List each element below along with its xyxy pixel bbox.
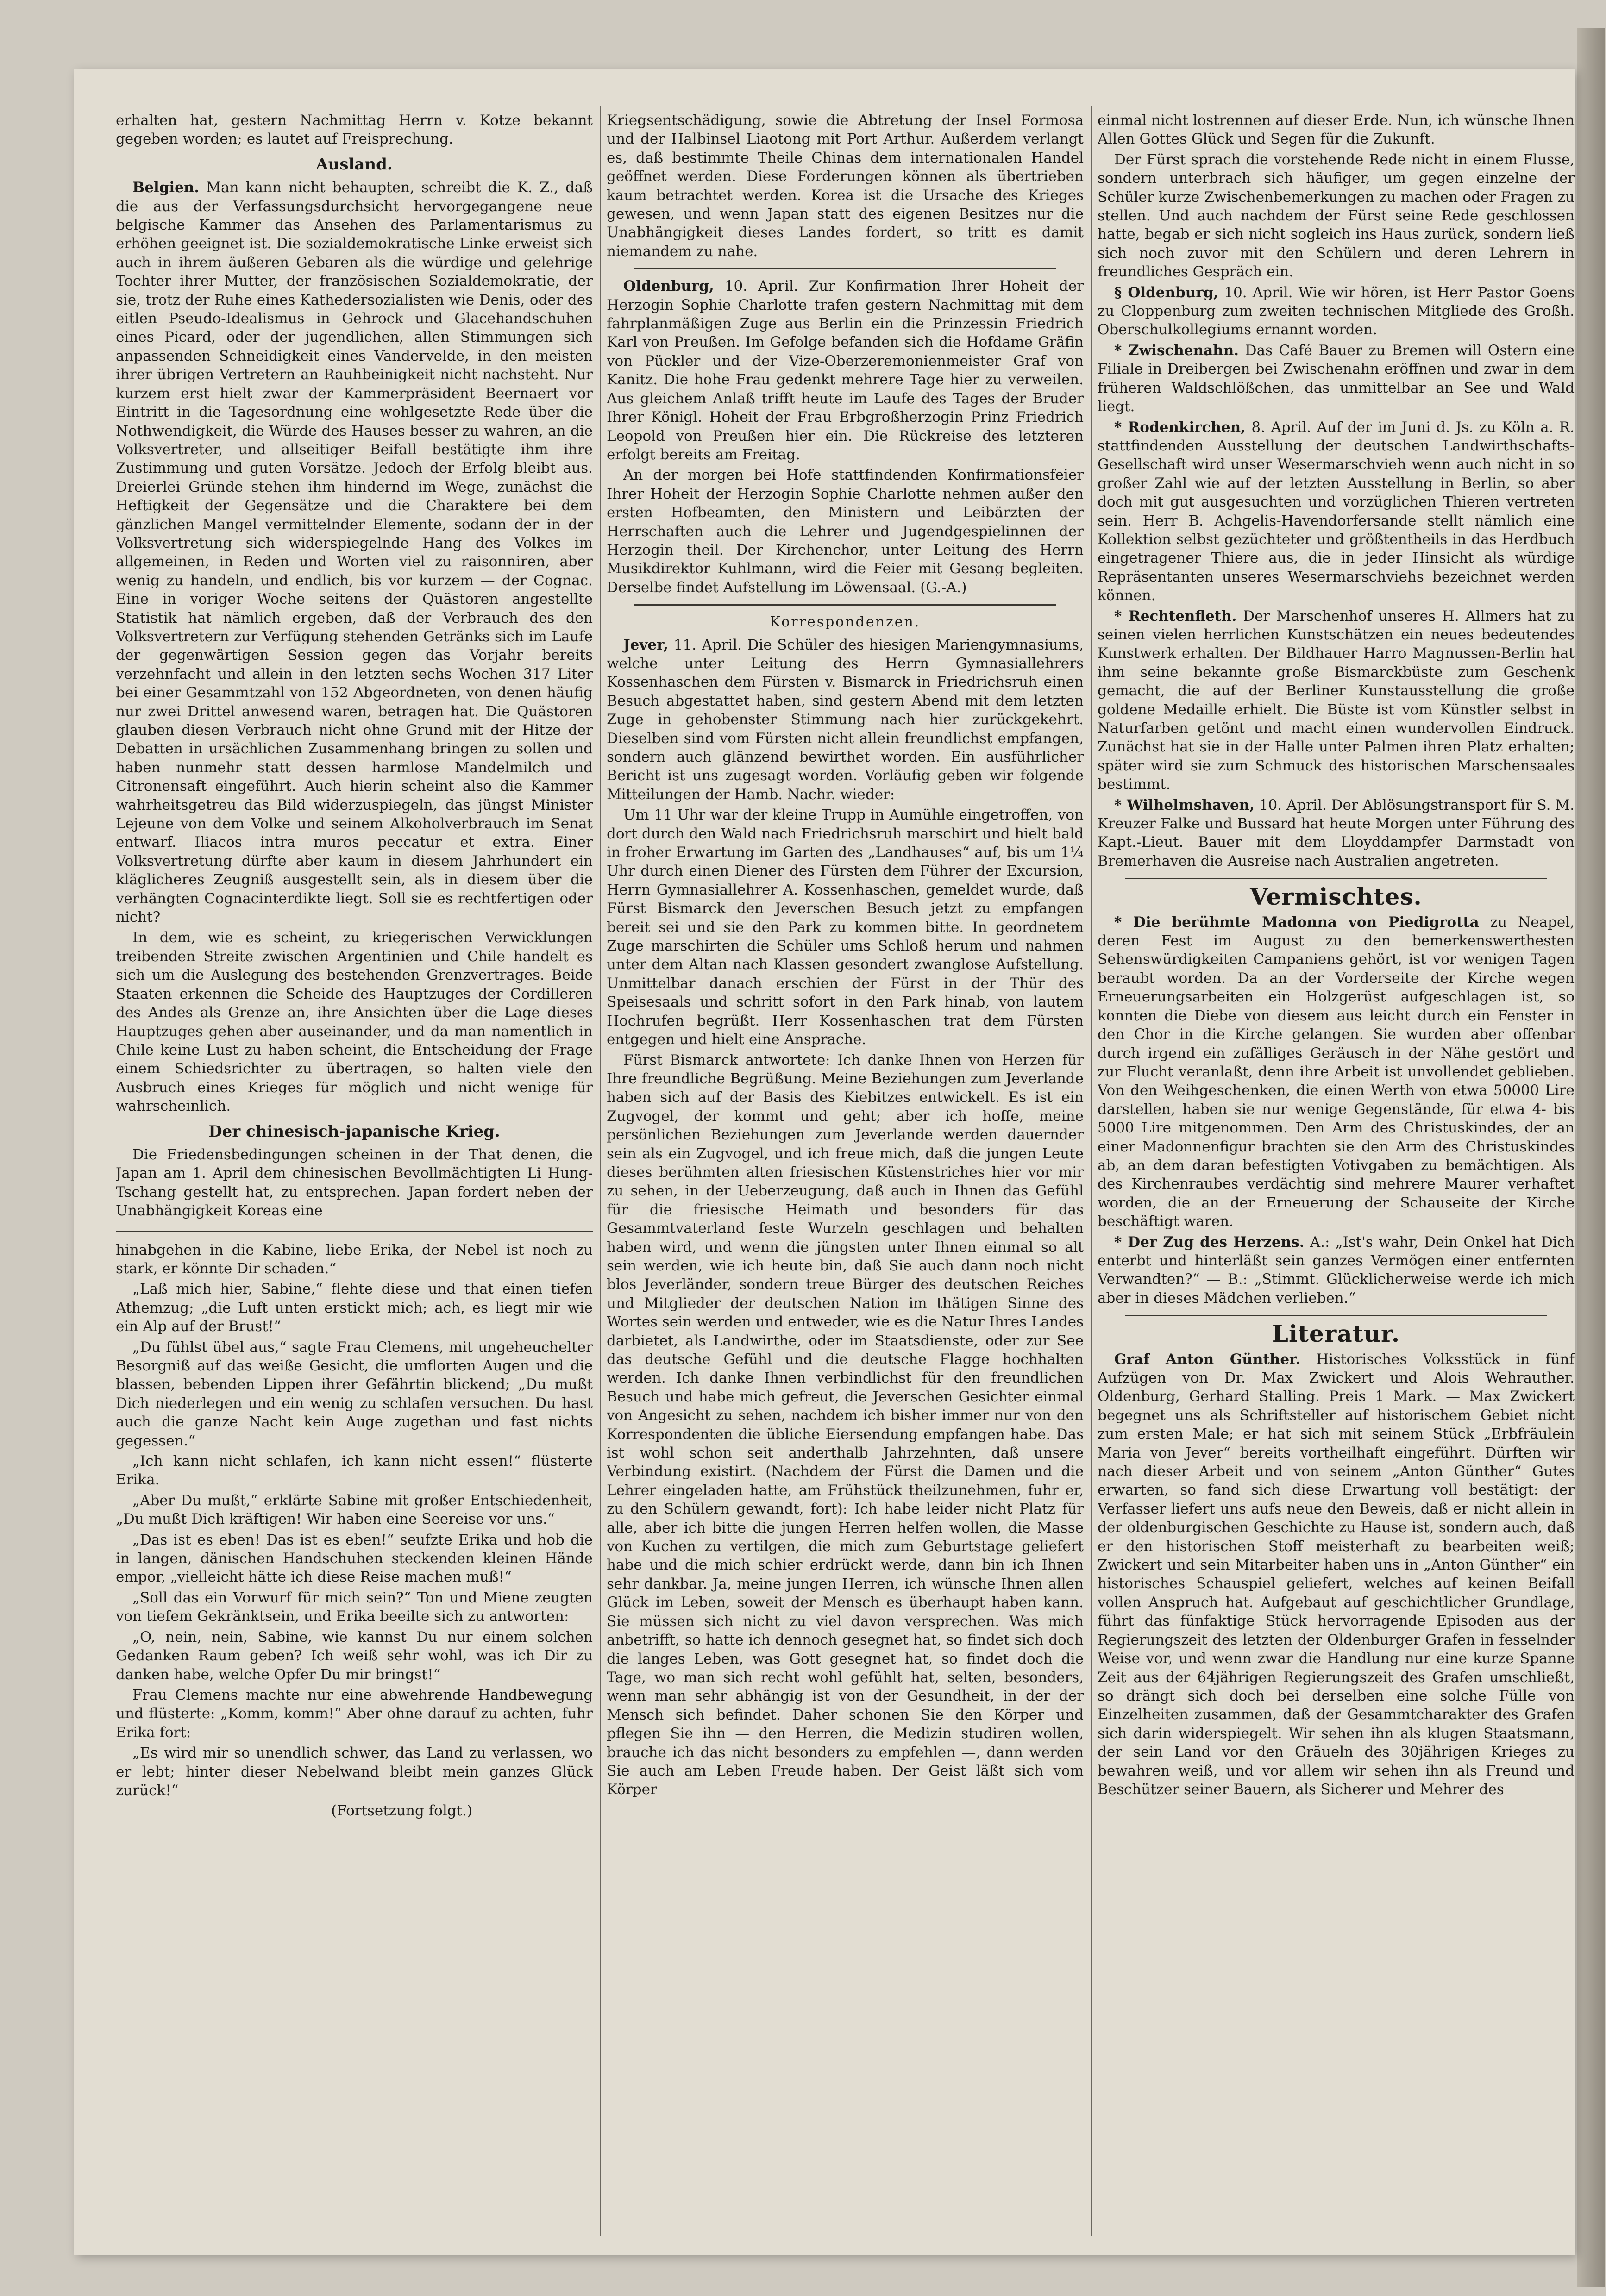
article-belgien [116,178,593,926]
article-zwischenahn [1098,341,1575,416]
article-text: Zur Konfirmation Ihrer Hoheit der Herzogin Sophie Charlotte trafen gestern Nachmittag mit dem fahrplanmäßigen Zuge aus Berlin ein die Prinzessin Friedrich Karl von Preußen. Im Gefolge befanden sich die Hofdame Gräfin von Pückler und der Vize-Oberzeremonienmeister Graf von Kanitz. Die hohe Frau gedenkt mehrere Tage hier zu verweilen. Aus gleichem Anlaß trifft heute im Laufe des Tages der Bruder Ihrer Königl. Hoheit der Frau Erbgroßherzogin Prinz Friedrich Leopold von Preußen hier ein. Die Rückreise des letzteren erfolgt bereits am Freitag. [607,278,1084,463]
column-1 [116,111,593,2222]
newspaper-page [74,69,1575,2255]
section-heading-vermischtes: Vermischtes. [1250,883,1422,911]
paragraph: einmal nicht lostrennen auf dieser Erde. Nun, ich wünsche Ihnen Allen Gottes Glück und Segen für die Zukunft. [1098,112,1575,148]
article-jever [607,636,1084,804]
column-3 [1098,111,1575,2222]
divider [634,604,1056,606]
article-wilhelmshaven [1098,796,1575,871]
article-text: Die Schüler des hiesigen Mariengymnasiums, welche unter Leitung des Herrn Gymnasiallehrers Kossenhaschen dem Fürsten v. Bismarck in Friedrichsruh einen Besuch abgestattet haben, sind gestern Abend mit dem letzten Zuge in gehobenster Stimmung nach hier zurückgekehrt. Dieselben sind vom Fürsten nicht allein freundlichst empfangen, sondern auch glänzend bewirthet worden. Ein ausführlicher Bericht ist uns zugesagt worden. Vorläufig geben wir folgende Mitteilungen der Hamb. Nachr. wieder: [607,636,1084,803]
divider [634,268,1056,269]
paragraph: Um 11 Uhr war der kleine Trupp in Aumühle eingetroffen, von dort durch den Wald nach Friedrichsruh marschirt und hielt bald in froher Erwartung im Garten des „Landhauses“ auf, bis um 1¼ Uhr durch einen Diener des Fürsten dem Führer der Excursion, Herrn Gymnasiallehrer A. Kossenhaschen, gemeldet wurde, daß Fürst Bismarck den Jeverschen Besuch jetzt zu empfangen bereit sei und sie den Park zu kommen bitte. In geordnetem Zuge marschirten die Schüler ums Schloß herum und nahmen unter dem Altan nach Klassen gesondert zwanglose Aufstellung. Unmittelbar danach erschien der Fürst in der Thür des Speisesaals und schritt sofort in den Park hinab, von lautem Hochrufen begrüßt. Herr Kossenhaschen trat dem Fürsten entgegen und hielt eine Ansprache. [607,807,1084,1048]
article-text: 10. April. Wie wir hören, ist Herr Pastor Goens zu Cloppenburg zum zweiten technischen Mitgliede des Großh. Oberschulkollegiums ernannt worden. [1098,284,1575,338]
article-heading: * Wilhelmshaven, [1114,796,1255,813]
paragraph: Der Fürst sprach die vorstehende Rede nicht in einem Flusse, sondern unterbrach sich häufiger, um gegen einzelne der Schüler kurze Zwischenbemerkungen zu machen oder Fragen zu stellen. Und auch nachdem der Fürst seine Rede geschlossen hatte, begab er sich nicht sogleich ins Haus zurück, sondern ließ sich noch zuvor mit den Schülern und deren Lehrern in freundliches Gespräch ein. [1098,151,1575,281]
article-oldenburg-2 [1098,283,1575,339]
article-heading: Oldenburg, [623,278,714,295]
article-text: 10. April. Der Ablösungstransport für S. M. Kreuzer Falke und Bussard hat heute Morgen unter Führung des Kapt.-Lieut. Bauer mit dem Lloyddampfer Darmstadt von Bremerhaven die Ausreise nach Australien angetreten. [1098,796,1575,870]
continuation-note: (Fortsetzung folgt.) [331,1802,472,1820]
article-oldenburg [607,277,1084,464]
section-heading-ausland: Ausland. [316,155,393,174]
article-heading: * Zwischenahn. [1114,342,1239,359]
section-heading-krieg: Der chinesisch-japanische Krieg. [208,1122,500,1141]
novel-paragraph: „Aber Du mußt,“ erklärte Sabine mit großer Entschiedenheit, „Du mußt Dich kräftigen! Wir haben eine Seereise vor uns.“ [116,1492,593,1528]
novel-paragraph: hinabgehen in die Kabine, liebe Erika, der Nebel ist noch zu stark, er könnte Dir schaden.“ [116,1241,593,1277]
column-2 [607,111,1084,2222]
novel-paragraph: „Ich kann nicht schlafen, ich kann nicht essen!“ flüsterte Erika. [116,1453,593,1489]
article-text: Historisches Volksstück in fünf Aufzügen von Dr. Max Zwickert und Alois Wehrauther. Oldenburg, Gerhard Stalling. Preis 1 Mark. — Max Zwickert begegnet uns als Schriftsteller auf historischem Gebiet nicht zum ersten Male; er hat sich mit seinem Stück „Erbfräulein Maria von Jever“ bereits vortheilhaft eingeführt. Dürften wir nach dieser Arbeit und von seinem „Anton Günther“ Gutes erwarten, so fand sich diese Erwartung voll bestätigt: der Verfasser liefert uns aufs neue den Beweis, daß er nicht allein in der oldenburgischen Geschichte zu Hause ist, sondern auch, daß er den historischen Stoff meisterhaft zu bearbeiten weiß; Zwickert und sein Mitarbeiter haben uns in „Anton Günther“ ein historisches Schauspiel geliefert, welches auf keinen Beifall vollen Anspruch hat. Aufgebaut auf geschichtlicher Grundlage, führt das fünfaktige Stück hervorragende Episoden aus der Regierungszeit des letzten der Oldenburger Grafen in fesselnder Weise vor, und wenn zwar die Handlung nur eine kurze Spanne Zeit aus der 64jährigen Regierungszeit des Grafen umschließt, so drängt sich doch bei derselben eine solche Fülle von Einzelheiten zusammen, daß der Gesammtcharakter des Grafen sich darin widerspiegelt. Wir sehen ihn als klugen Staatsmann, der sein Land vor den Gräueln des 30jährigen Krieges zu bewahren weiß, und vor allem wir sehen ihn als Freund und Beschützer seiner Bauern, als Sicherer und Mehrer des [1098,1351,1575,1798]
book-edge [1577,28,1605,2287]
article-heading: * Rodenkirchen, [1114,419,1246,436]
paragraph: Fürst Bismarck antwortete: Ich danke Ihnen von Herzen für Ihre freundliche Begrüßung. Meine Beziehungen zum Jeverlande haben sich auf der Basis des Kiebitzes entwickelt. Es ist ein Zugvogel, der kommt und geht; aber ich hoffe, meine persönlichen Beziehungen zum Jeverlande werden dauernder sein als ein Zugvogel, und ich freue mich, daß die jungen Leute dieses berühmten alten friesischen Küstenstriches hier vor mir zu sehen, in der Ueberzeugung, daß auch in Ihnen das Gefühl für die friesische Heimath und besonders für das Gesammtvaterland feste Wurzeln geschlagen und behalten haben wird, und wenn die jüngsten unter Ihnen einmal so alt sein werden, wie ich heute bin, daß Sie auch dann noch nicht blos Jeverländer, sondern treue Bürger des deutschen Reiches und Mitglieder der deutschen Nation im thätigen Sinne des Wortes sein werden und entweder, wie es die Natur Ihres Landes darbietet, als Landwirthe, oder im Staatsdienste, oder zur See das deutsche Gefühl und die deutsche Flagge hochhalten werden. Ich danke Ihnen verbindlichst für den freundlichen Besuch und habe mich gefreut, die Jeverschen Gesichter einmal von Angesicht zu sehen, nachdem ich bisher immer nur von den Korrespondenten die übliche Eiersendung empfangen habe. Das ist wohl schon seit anderthalb Jahrzehnten, daß unsere Verbindung existirt. (Nachdem der Fürst die Damen und die Lehrer eingeladen hatte, am Frühstück theilzunehmen, fuhr er, zu den Schülern gewandt, fort): Ich habe leider nicht Platz für alle, aber ich bitte die jungen Herren helfen wollen, die Masse von Kuchen zu vertilgen, die mich zum Geburtstage geliefert habe und die mich schier erdrückt werde, dann bin ich Ihnen sehr dankbar. Ja, meine jungen Herren, ich wünsche Ihnen allen Glück im Leben, soweit der Mensch es überhaupt haben kann. Sie müssen sich nicht zu viel davon versprechen. Was mich anbetrifft, so hatte ich dennoch gesegnet hat, so findet sich doch die langes Leben, was Gott gesegnet hat, so findet doch die Tage, wo man sich recht wohl gefühlt hat, selten, besonders, wenn man sehr abhängig ist von der Gesundheit, in der der Mensch sich befindet. Daher schonen Sie den Körper und pflegen Sie ihn — den Herren, die Medizin studiren wollen, brauche ich das nicht besonders zu empfehlen —, dann werden Sie auch am Leben Freude haben. Der Geist läßt sich vom Körper [607,1051,1084,1798]
divider [1125,878,1547,879]
novel-paragraph: „Soll das ein Vorwurf für mich sein?“ Ton und Miene zeugten von tiefem Gekränktsein, und Erika beeilte sich zu antworten: [116,1589,593,1625]
article-date: 10. April. [724,278,798,295]
article-argentinien: In dem, wie es scheint, zu kriegerischen Verwicklungen treibenden Streite zwischen Argentinien und Chile handelt es sich um die Auslegung des bestehenden Grenzvertrages. Beide Staaten erkennen die Scheide des Hauptzuges der Cordilleren des Andes als Grenze an, ihre Ansichten über die Lage dieses Hauptzuges gehen aber auseinander, und da man namentlich in Chile keine Lust zu haben scheint, die Entscheidung der Frage einem Schiedsrichter zu übertragen, so halten viele den Ausbruch eines Krieges für möglich und nicht wenige für wahrscheinlich. [116,929,593,1115]
article-heading: Graf Anton Günther. [1114,1351,1301,1368]
article-krieg: Die Friedensbedingungen scheinen in der That denen, die Japan am 1. April dem chinesischen Bevollmächtigten Li Hung-Tschang gestellt hat, zu entsprechen. Japan fordert neben der Unabhängigkeit Koreas eine [116,1146,593,1220]
divider [1125,1315,1547,1316]
article-text: Das Café Bauer zu Bremen will Ostern eine Filiale in Dreibergen bei Zwischenahn eröffnen und zwar in dem früheren Waldschlößchen, das unmittelbar an See und Wald liegt. [1098,342,1575,415]
section-heading-literatur: Literatur. [1272,1320,1400,1348]
column-rule [1091,106,1092,2236]
article-zug-des-herzens [1098,1233,1575,1308]
article-heading: Belgien. [132,179,200,196]
article-text: Der Marschenhof unseres H. Allmers hat zu seinen vielen herrlichen Kunstschätzen ein neues bedeutendes Kunstwerk erhalten. Der Bildhauer Harro Magnussen-Berlin hat ihm seine bekannte große Bismarckbüste zum Geschenk gemacht, die auf der Berliner Kunstausstellung die große goldene Medaille erhielt. Die Büste ist vom Künstler selbst in Naturfarben getönt und macht einen wundervollen Eindruck. Zunächst hat sie in der Halle unter Palmen ihren Platz erhalten; später wird sie zum Schmuck des historischen Marschensaales bestimmt. [1098,607,1575,793]
article-heading: § Oldenburg, [1114,284,1219,301]
column-rule [600,106,601,2236]
article-text: zu Neapel, deren Fest im August zu den bemerkenswerthesten Sehenswürdigkeiten Campaniens gehört, ist vor wenigen Tagen beraubt worden. Da an der Vorderseite der Kirche wegen Erneuerungsarbeiten ein Holzgerüst aufgeschlagen ist, so konnten die Diebe von diesem aus leicht durch ein Fenster in den Chor in die Kirche gelangen. Sie wurden aber offenbar durch irgend ein zufälliges Geräusch in der Nähe gestört und zur Flucht veranlaßt, denn ihre Arbeit ist unvollendet geblieben. Von den Weihgeschenken, die einen Werth von etwa 50000 Lire darstellen, haben sie nur wenige Gegenstände, für etwa 4- bis 5000 Lire mitgenommen. Den Arm des Christuskindes, der an einer Madonnenfigur brachten sie den Arm des Christuskindes ab, an dem daran befestigten Votivgaben zu bemächtigen. Als des Kirchenraubes verdächtig sind mehrere Maurer verhaftet worden, die an der Erneuerung der Schauseite der Kirche beschäftigt waren. [1098,913,1575,1230]
section-heading-korrespondenzen: Korrespondenzen. [770,614,921,631]
article-rodenkirchen [1098,418,1575,605]
article-text: Man kann nicht behaupten, schreibt die K. Z., daß die aus der Verfassungsdurchsicht hervorgegangene neue belgische Kammer das Ansehen des Parlamentarismus zu erhöhen geeignet ist. Die sozialdemokratische Linke erweist sich auch in ihrem äußeren Gebaren als die würdige und gelehrige Tochter ihrer Mutter, der französischen Sozialdemokratie, der sie, trotz der Ruhe eines Kathedersozialisten wie Denis, oder des eitlen Pseudo-Idealismus in Gehrock und Glacehandschuhen eines Picard, oder der jugendlichen, allen Stimmungen sich anpassenden Schneidigkeit eines Vandervelde, in den meisten ihrer übrigen Vertretern an Rauhbeinigkeit nicht nachsteht. Nur kurzem erst hielt zwar der Kammerpräsident Beernaert vor Eintritt in die Tagesordnung eine wohlgesetzte Rede über die Nothwendigkeit, die Würde des Hauses besser zu wahren, an die Volksvertreter, und allseitiger Beifall bestätigte ihm ihre Zustimmung und guten Vorsätze. Jedoch der Erfolg bleibt aus. Dreierlei Gründe stehen ihm hindernd im Wege, zunächst die Heftigkeit der Gegensätze und die Charaktere bei dem gänzlichen Mangel vermittelnder Elemente, sodann der in der Volksvertretung sich widerspiegelnde Hang des Volkes im allgemeinen, in Reden und Worten viel zu raisonniren, aber wenig zu handeln, und endlich, bis vor kurzem — der Cognac. Eine in voriger Woche seitens der Quästoren angestellte Statistik hat nämlich ergeben, daß der Verbrauch des den Volksvertretern zur Verfügung stehenden Getränks sich im Laufe der gegenwärtigen Session gegen das Vorjahr bereits verzehnfacht und allein in den letzten sechs Wochen 317 Liter bei einer Gesammtzahl von 152 Abgeordneten, von denen häufig nur zwei Drittel anwesend waren, betragen hat. Die Quästoren glauben diesen Verbrauch nicht ohne Grund mit der Hitze der Debatten in ursächlichen Zusammenhang bringen zu sollen und haben nunmehr statt dessen harmlose Mandelmilch und Citronensaft eingeführt. Auch hierin scheint also die Kammer wahrheitsgetreu das Bild widerzuspiegeln, das jüngst Minister Lejeune von dem Volke und seinem Alkoholverbrauch im Senat entwarf. Iliacos intra muros peccatur et extra. Einer Volksvertretung dürfte aber kaum in diesem Jahrhundert ein kläglicheres Zeugniß ausgestellt sein, als in diesem über die verhängten Cognacinterdikte liegt. Soll sie es rechtfertigen oder nicht? [116,179,593,926]
novel-paragraph: „Es wird mir so unendlich schwer, das Land zu verlassen, wo er lebt; hinter dieser Nebelwand bleibt mein ganzes Glück zurück!“ [116,1745,593,1799]
article-madonna [1098,913,1575,1231]
article-date: 11. April. [673,636,742,653]
novel-paragraph: Frau Clemens machte nur eine abwehrende Handbewegung und flüsterte: „Komm, komm!“ Aber ohne darauf zu achten, fuhr Erika fort: [116,1686,593,1741]
paragraph: erhalten hat, gestern Nachmittag Herrn v. Kotze bekannt gegeben worden; es lautet auf Freisprechung. [116,112,593,148]
novel-paragraph: „Das ist es eben! Das ist es eben!“ seufzte Erika und hob die in langen, dänischen Handschuhen steckenden kleinen Hände empor, „vielleicht hätte ich diese Reise machen muß!“ [116,1531,593,1586]
article-heading: Jever, [623,636,668,653]
article-text: 8. April. Auf der im Juni d. Js. zu Köln a. R. stattfindenden Ausstellung der deutschen Landwirthschafts-Gesellschaft wird unser Wesermarschvieh wenn auch nicht in so großer Zahl wie auf der letzten Ausstellung in Berlin, so aber doch mit gut ausgesuchten und vorzüglichen Thieren vertreten sein. Herr B. Achgelis-Havendorfersande stellt nämlich eine Kollektion selbst gezüchteter und größtentheils in das Herdbuch eingetragener Thiere aus, die in jeder Hinsicht als würdige Repräsentanten unseres Wesermarschviehs bezeichnet werden können. [1098,419,1575,604]
novel-paragraph: „Du fühlst übel aus,“ sagte Frau Clemens, mit ungeheuchelter Besorgniß auf das weiße Gesicht, die umflorten Augen und die blassen, bebenden Lippen ihrer Gefährtin blickend; „Du mußt Dich niederlegen und ein wenig zu schlafen versuchen. Du hast auch die ganze Nacht kein Auge zugethan und fast nichts gegessen.“ [116,1339,593,1449]
novel-paragraph: „Laß mich hier, Sabine,“ flehte diese und that einen tiefen Athemzug; „die Luft unten erstickt mich; ach, es liegt mir wie ein Alp auf der Brust!“ [116,1281,593,1335]
article-text: A.: „Ist's wahr, Dein Onkel hat Dich enterbt und hinterläßt sein ganzes Vermögen einer entfernten Verwandten?“ — B.: „Stimmt. Glücklicherweise werde ich mich aber in dieses Mädchen verlieben.“ [1098,1233,1575,1307]
novel-paragraph: „O, nein, nein, Sabine, wie kannst Du nur einem solchen Gedanken Raum geben? Ich weiß sehr wohl, was ich Dir zu danken habe, welche Opfer Du mir bringst!“ [116,1628,593,1683]
article-heading: * Rechtenfleth. [1114,607,1237,625]
paragraph: An der morgen bei Hofe stattfindenden Konfirmationsfeier Ihrer Hoheit der Herzogin Sophie Charlotte nehmen außer den ersten Hofbeamten, den Ministern und Leibärzten der Herrschaften auch die Lehrer und Jugendgespielinnen der Herzogin theil. Der Kirchenchor, unter Leitung des Herrn Musikdirektor Kuhlmann, wird die Feier mit Gesang begleiten. Derselbe findet Aufstellung im Löwensaal. (G.-A.) [607,467,1084,596]
feuilleton-divider [116,1231,593,1232]
paragraph: Kriegsentschädigung, sowie die Abtretung der Insel Formosa und der Halbinsel Liaotong mit Port Arthur. Außerdem verlangt es, daß bestimmte Theile Chinas dem internationalen Handel geöffnet werden. Diese Forderungen können als übertrieben kaum betrachtet werden. Korea ist die Ursache des Krieges gewesen, und wenn Japan statt des eigenen Besitzes nur die Unabhängigkeit dieses Landes fordert, so tritt es damit niemandem zu nahe. [607,112,1084,260]
article-rechtenfleth [1098,607,1575,794]
article-heading: * Der Zug des Herzens. [1114,1233,1305,1251]
article-heading: * Die berühmte Madonna von Piedigrotta [1114,913,1479,931]
article-graf-anton-guenther [1098,1350,1575,1799]
